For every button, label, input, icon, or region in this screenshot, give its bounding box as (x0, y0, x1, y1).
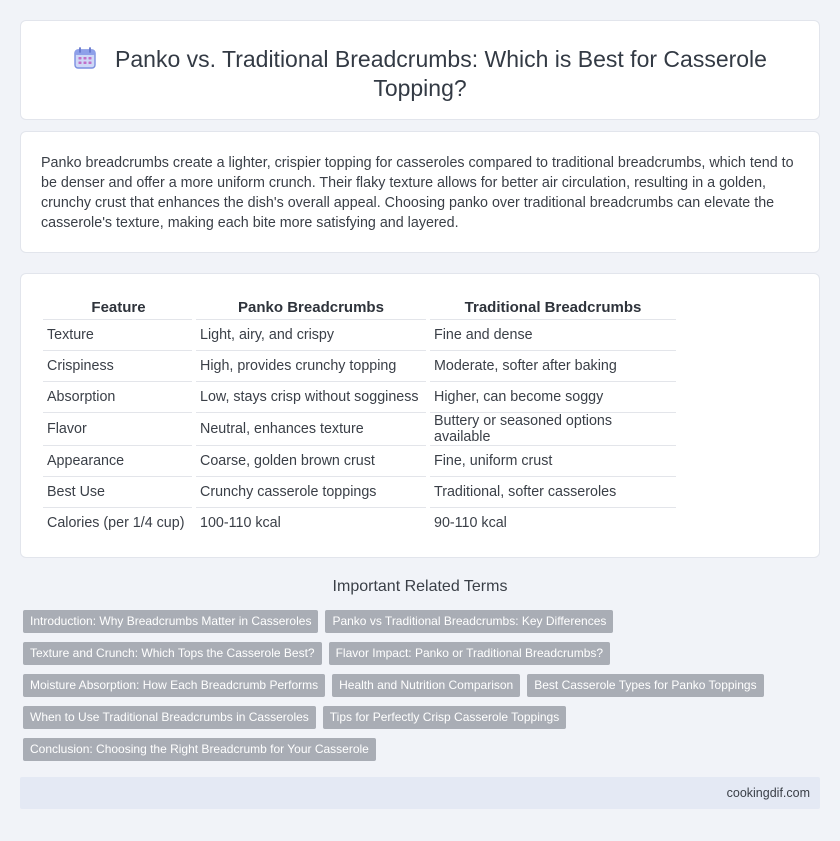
table-cell: Flavor (43, 413, 194, 446)
table-cell: Crunchy casserole toppings (194, 477, 428, 508)
table-header-row (43, 295, 678, 320)
table-cell: Light, airy, and crispy (194, 320, 428, 351)
related-term-link[interactable]: When to Use Traditional Breadcrumbs in Casseroles (23, 706, 316, 729)
table-row (43, 382, 678, 413)
table-cell: Traditional, softer casseroles (428, 477, 678, 508)
table-cell: Appearance (43, 446, 194, 477)
table-row (43, 446, 678, 477)
column-header: Feature (91, 299, 146, 316)
table-cell: Fine, uniform crust (428, 446, 678, 477)
table-row (43, 351, 678, 382)
table-row (43, 320, 678, 351)
table-cell: Coarse, golden brown crust (194, 446, 428, 477)
comparison-card (20, 273, 820, 558)
table-cell: Low, stays crisp without sogginess (194, 382, 428, 413)
table-cell: Best Use (43, 477, 194, 508)
table-cell: Crispiness (43, 351, 194, 382)
related-term-link[interactable]: Tips for Perfectly Crisp Casserole Toppings (323, 706, 566, 729)
tag-row (23, 642, 803, 665)
comparison-table (43, 295, 680, 539)
page-title (61, 45, 779, 103)
table-cell: Moderate, softer after baking (428, 351, 678, 382)
calendar-icon (73, 46, 97, 70)
related-term-link[interactable]: Introduction: Why Breadcrumbs Matter in Casseroles (23, 610, 318, 633)
table-cell: Fine and dense (428, 320, 678, 351)
table-row (43, 508, 678, 539)
table-cell: Buttery or seasoned options available (428, 413, 678, 446)
table-cell: 100-110 kcal (194, 508, 428, 539)
tag-row (23, 738, 803, 761)
related-terms-heading: Important Related Terms (332, 578, 508, 595)
intro-paragraph: Panko breadcrumbs create a lighter, crispier topping for casseroles compared to traditional breadcrumbs, which tend to be denser and offer a more uniform crunch. Their flaky texture allows for better air circulation, resulting in a golden, crunchy crust that enhances the dish's overall appeal. Choosing panko over traditional breadcrumbs can elevate the casserole's texture, making each bite more satisfying and layered. (41, 155, 794, 231)
table-cell: Calories (per 1/4 cup) (43, 508, 194, 539)
footer (20, 777, 820, 809)
table-cell: Neutral, enhances texture (194, 413, 428, 446)
related-term-link[interactable]: Best Casserole Types for Panko Toppings (527, 674, 763, 697)
related-term-link[interactable]: Moisture Absorption: How Each Breadcrumb Performs (23, 674, 325, 697)
related-term-link[interactable]: Health and Nutrition Comparison (332, 674, 520, 697)
intro-card (20, 131, 820, 253)
site-name[interactable]: cookingdif.com (726, 786, 810, 800)
table-cell: 90-110 kcal (428, 508, 678, 539)
related-term-link[interactable]: Texture and Crunch: Which Tops the Casserole Best? (23, 642, 322, 665)
title-text: Panko vs. Traditional Breadcrumbs: Which is Best for Casserole Topping? (115, 46, 767, 101)
related-terms-list (23, 610, 803, 770)
tag-row (23, 610, 803, 633)
related-term-link[interactable]: Flavor Impact: Panko or Traditional Breadcrumbs? (329, 642, 610, 665)
column-header: Traditional Breadcrumbs (464, 299, 642, 316)
header-card (20, 20, 820, 120)
tag-row (23, 706, 803, 729)
tag-row (23, 674, 803, 697)
table-cell: Texture (43, 320, 194, 351)
table-cell: Higher, can become soggy (428, 382, 678, 413)
related-term-link[interactable]: Conclusion: Choosing the Right Breadcrumb for Your Casserole (23, 738, 376, 761)
table-cell: Absorption (43, 382, 194, 413)
table-row (43, 413, 678, 446)
table-cell: High, provides crunchy topping (194, 351, 428, 382)
table-row (43, 477, 678, 508)
column-header: Panko Breadcrumbs (238, 299, 384, 316)
related-term-link[interactable]: Panko vs Traditional Breadcrumbs: Key Differences (325, 610, 613, 633)
